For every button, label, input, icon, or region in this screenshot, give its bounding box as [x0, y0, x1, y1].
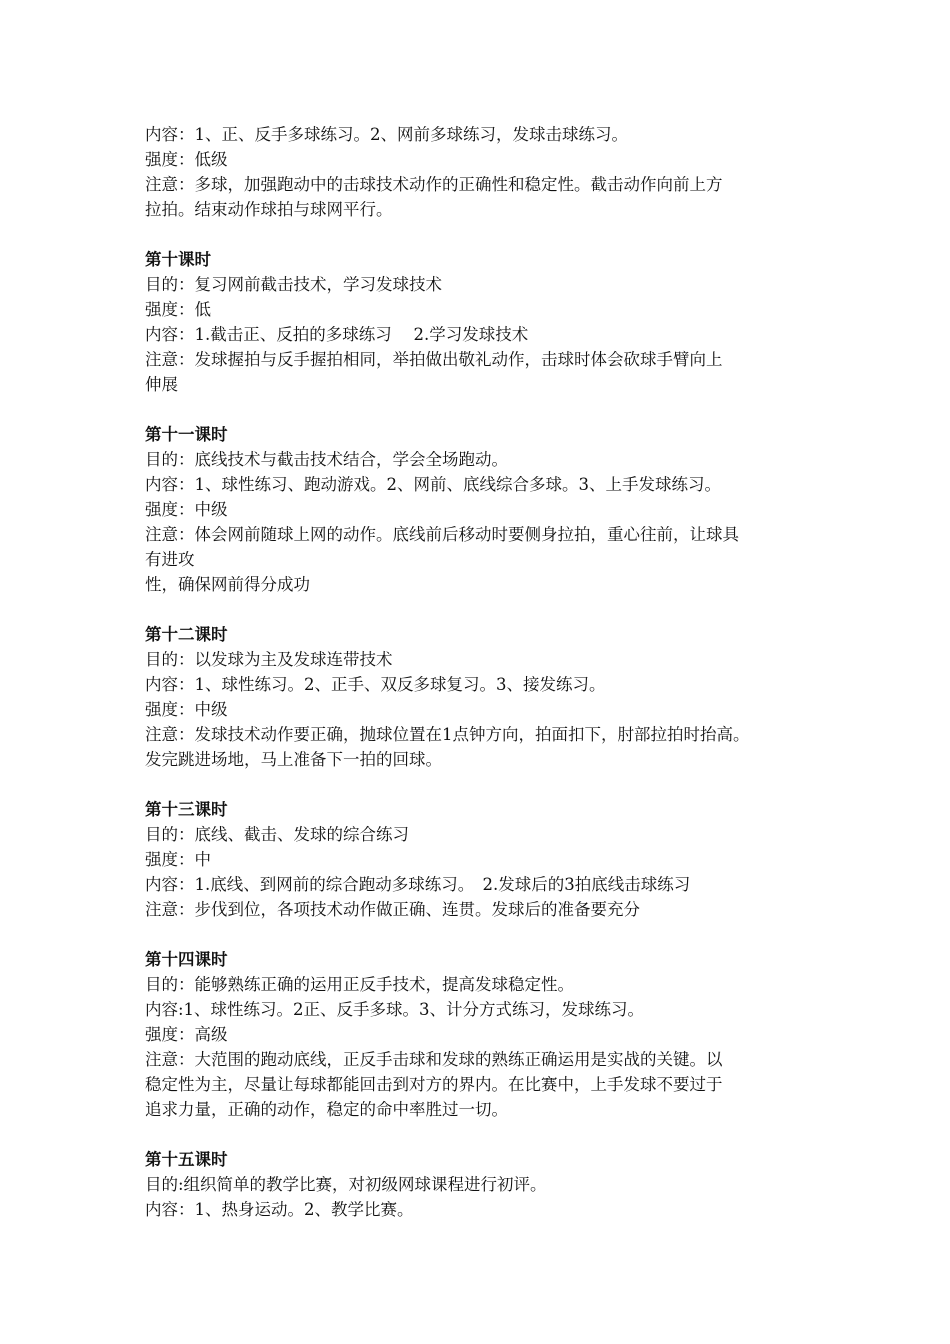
lesson-12-section [145, 622, 825, 772]
lesson-13-intensity: 强度：中 [145, 850, 211, 869]
lesson-15-title: 第十五课时 [145, 1150, 228, 1169]
lesson-14-goal: 目的：能够熟练正确的运用正反手技术，提高发球稳定性。 [145, 975, 574, 994]
intro-section [145, 122, 825, 222]
intro-intensity: 强度：低级 [145, 150, 228, 169]
lesson-10-content: 内容：1.截击正、反拍的多球练习 2.学习发球技术 [145, 325, 529, 344]
lesson-12-note-line-2: 发完跳进场地，马上准备下一拍的回球。 [145, 750, 442, 769]
lesson-14-intensity: 强度：高级 [145, 1025, 228, 1044]
lesson-10-section [145, 247, 825, 397]
intro-note-line-2: 拉拍。结束动作球拍与球网平行。 [145, 200, 393, 219]
spacer [145, 397, 825, 422]
lesson-11-content: 内容：1、球性练习、跑动游戏。2、网前、底线综合多球。3、上手发球练习。 [145, 475, 721, 494]
intro-note-line-1: 注意：多球，加强跑动中的击球技术动作的正确性和稳定性。截击动作向前上方 [145, 175, 723, 194]
lesson-14-title: 第十四课时 [145, 950, 228, 969]
intro-content: 内容：1、正、反手多球练习。2、网前多球练习，发球击球练习。 [145, 125, 628, 144]
lesson-11-goal: 目的：底线技术与截击技术结合，学会全场跑动。 [145, 450, 508, 469]
document-page [145, 122, 825, 1222]
spacer [145, 772, 825, 797]
lesson-15-content: 内容：1、热身运动。2、教学比赛。 [145, 1200, 414, 1219]
lesson-13-title: 第十三课时 [145, 800, 228, 819]
lesson-12-note-line-1: 注意：发球技术动作要正确，抛球位置在1点钟方向，拍面扣下，肘部拉拍时抬高。 [145, 725, 750, 744]
lesson-10-goal: 目的：复习网前截击技术，学习发球技术 [145, 275, 442, 294]
lesson-10-note-line-2: 伸展 [145, 375, 178, 394]
lesson-11-intensity: 强度：中级 [145, 500, 228, 519]
spacer [145, 922, 825, 947]
lesson-13-goal: 目的：底线、截击、发球的综合练习 [145, 825, 409, 844]
lesson-12-goal: 目的：以发球为主及发球连带技术 [145, 650, 393, 669]
lesson-14-note-line-2: 稳定性为主，尽量让每球都能回击到对方的界内。在比赛中，上手发球不要过于 [145, 1075, 723, 1094]
lesson-11-note-line-2: 有进攻 [145, 550, 195, 569]
lesson-14-note-line-1: 注意：大范围的跑动底线，正反手击球和发球的熟练正确运用是实战的关键。以 [145, 1050, 723, 1069]
lesson-15-goal: 目的:组织简单的教学比赛，对初级网球课程进行初评。 [145, 1175, 547, 1194]
lesson-11-note-line-3: 性，确保网前得分成功 [145, 575, 310, 594]
lesson-10-intensity: 强度：低 [145, 300, 211, 319]
lesson-15-section [145, 1147, 825, 1222]
lesson-11-section [145, 422, 825, 597]
lesson-13-section [145, 797, 825, 922]
lesson-12-content: 内容：1、球性练习。2、正手、双反多球复习。3、接发练习。 [145, 675, 606, 694]
lesson-10-note-line-1: 注意：发球握拍与反手握拍相同，举拍做出敬礼动作，击球时体会砍球手臂向上 [145, 350, 723, 369]
spacer [145, 597, 825, 622]
lesson-12-title: 第十二课时 [145, 625, 228, 644]
lesson-14-section [145, 947, 825, 1122]
lesson-13-content: 内容：1.底线、到网前的综合跑动多球练习。 2.发球后的3拍底线击球练习 [145, 875, 691, 894]
lesson-10-title: 第十课时 [145, 250, 211, 269]
spacer [145, 1122, 825, 1147]
lesson-12-intensity: 强度：中级 [145, 700, 228, 719]
lesson-11-note-line-1: 注意：体会网前随球上网的动作。底线前后移动时要侧身拉拍，重心往前，让球具 [145, 525, 739, 544]
lesson-13-note-line-1: 注意：步伐到位，各项技术动作做正确、连贯。发球后的准备要充分 [145, 900, 640, 919]
lesson-11-title: 第十一课时 [145, 425, 228, 444]
lesson-14-content: 内容:1、球性练习。2正、反手多球。3、计分方式练习，发球练习。 [145, 1000, 645, 1019]
spacer [145, 222, 825, 247]
lesson-14-note-line-3: 追求力量，正确的动作，稳定的命中率胜过一切。 [145, 1100, 508, 1119]
